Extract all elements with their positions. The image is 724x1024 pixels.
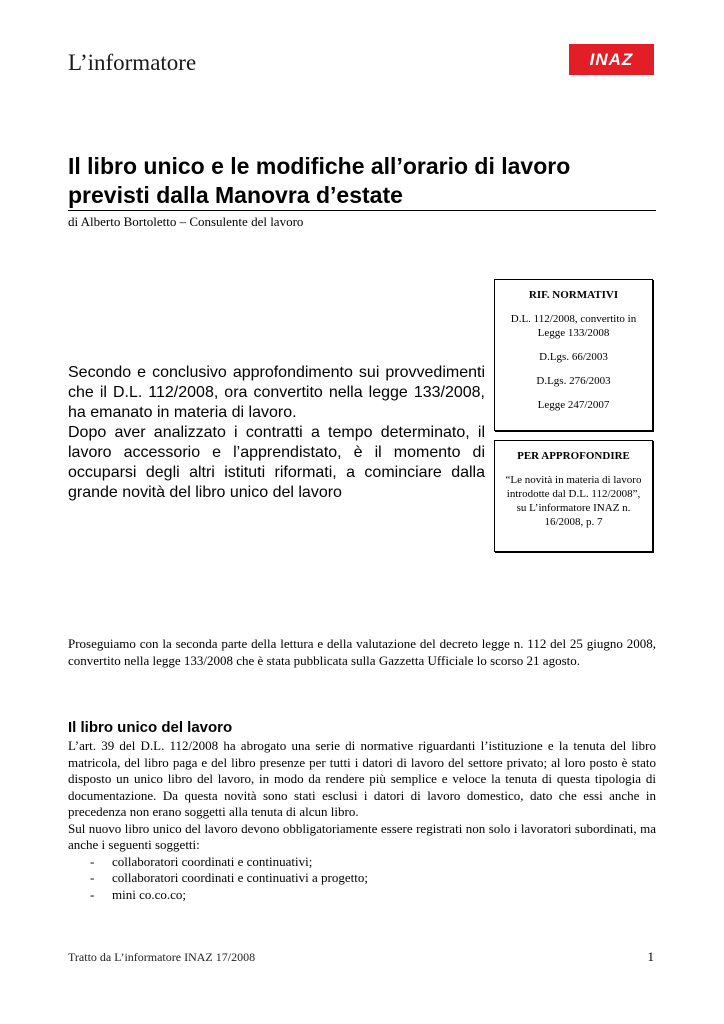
article-title: Il libro unico e le modifiche all’orario di lavoro previsti dalla Manovra d’estate	[68, 152, 656, 211]
body-paragraph: Sul nuovo libro unico del lavoro devono obbligatoriamente essere registrati non solo i lavoratori subordinati, ma anche i seguenti soggetti:	[68, 820, 656, 852]
rif-normativi-box	[494, 279, 653, 431]
per-approfondire-box	[494, 440, 653, 552]
per-heading: PER APPROFONDIRE	[517, 450, 630, 462]
intro-paragraph: Dopo aver analizzato i contratti a tempo determinato, il lavoro accessorio e l’apprendistato, è il momento di occuparsi degli altri istituti riformati, a cominciare dalla grande novità del libro unico del lavoro	[68, 424, 485, 501]
page-number: 1	[647, 949, 654, 964]
rif-item: D.Lgs. 66/2003	[539, 351, 608, 363]
section-body	[68, 738, 656, 903]
per-text: “Le novità in materia di lavoro introdotte dal D.L. 112/2008”, su L’informatore INAZ n. 16/2008, p. 7	[505, 474, 642, 528]
inaz-logo: INAZ	[569, 44, 654, 75]
rif-item: D.Lgs. 276/2003	[536, 375, 611, 387]
subject-list	[68, 854, 656, 904]
footer-source: Tratto da L’informatore INAZ 17/2008	[68, 950, 256, 964]
rif-item: D.L. 112/2008, convertito in Legge 133/2008	[510, 313, 637, 339]
intro-abstract	[68, 363, 485, 503]
byline: di Alberto Bortoletto – Consulente del lavoro	[68, 214, 304, 229]
list-item: - mini co.co.co;	[90, 886, 187, 902]
rif-item: Legge 247/2007	[537, 399, 610, 411]
body-paragraph: Proseguiamo con la seconda parte della lettura e della valutazione del decreto legge n. 112 del 25 giugno 2008, convertito nella legge 133/2008 che è stata pubblicata sulla Gazzetta Ufficiale lo scorso 21 agosto.	[68, 636, 656, 668]
list-item: - collaboratori coordinati e continuativi;	[90, 853, 313, 869]
rif-heading: RIF. NORMATIVI	[528, 289, 619, 301]
intro-paragraph: Secondo e conclusivo approfondimento sui provvedimenti che il D.L. 112/2008, ora convertito nella legge 133/2008, ha emanato in materia di lavoro.	[68, 364, 485, 421]
section-heading: Il libro unico del lavoro	[68, 719, 233, 736]
body-paragraph: L’art. 39 del D.L. 112/2008 ha abrogato una serie di normative riguardanti l’istituzione e la tenuta del libro matricola, del libro paga e del libro presenze per tutti i datori di lavoro del settore privato; al loro posto è stato disposto un unico libro del lavoro, in modo da rendere più semplice e veloce la tenuta di questa tipologia di documentazione. Da questa novità sono stati esclusi i datori di lavoro domestico, dato che essi anche in precedenza non erano soggetti alla tenuta di alcun libro.	[68, 738, 656, 819]
list-item: - collaboratori coordinati e continuativi a progetto;	[90, 870, 368, 885]
masthead: L’informatore	[68, 50, 197, 75]
